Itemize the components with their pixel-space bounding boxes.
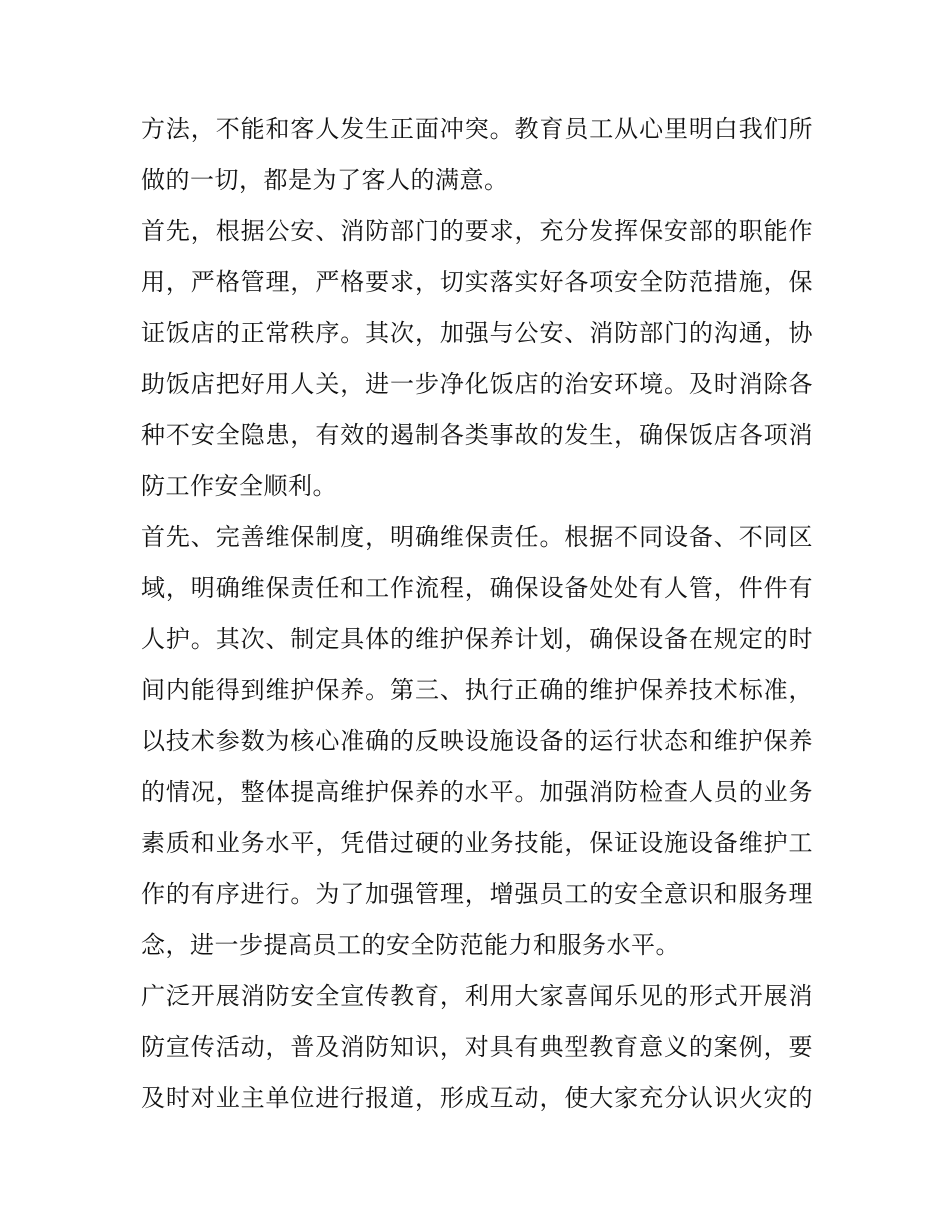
text-line: 域，明确维保责任和工作流程，确保设备处处有人管，件件有: [141, 574, 813, 602]
text-line: 方法，不能和客人发生正面冲突。教育员工从心里明白我们所: [141, 115, 813, 143]
text-line: 广泛开展消防安全宣传教育，利用大家喜闻乐见的形式开展消: [141, 982, 813, 1010]
text-line: 证饭店的正常秩序。其次，加强与公安、消防部门的沟通，协: [141, 319, 813, 347]
text-line: 念，进一步提高员工的安全防范能力和服务水平。: [141, 931, 680, 959]
text-line: 以技术参数为核心准确的反映设施设备的运行状态和维护保养: [141, 727, 813, 755]
text-line: 助饭店把好用人关，进一步净化饭店的治安环境。及时消除各: [141, 370, 813, 398]
text-line: 间内能得到维护保养。第三、执行正确的维护保养技术标准，: [141, 676, 813, 704]
paragraph-3: [141, 512, 813, 971]
text-line: 首先，根据公安、消防部门的要求，充分发挥保安部的职能作: [141, 217, 813, 245]
text-line: 做的一切，都是为了客人的满意。: [141, 166, 509, 194]
text-line: 种不安全隐患，有效的遏制各类事故的发生，确保饭店各项消: [141, 421, 813, 449]
document-body: [141, 104, 813, 1124]
text-line: 防宣传活动，普及消防知识，对具有典型教育意义的案例，要: [141, 1033, 813, 1061]
text-line: 首先、完善维保制度，明确维保责任。根据不同设备、不同区: [141, 523, 813, 551]
paragraph-1: [141, 104, 813, 206]
text-line: 的情况，整体提高维护保养的水平。加强消防检查人员的业务: [141, 778, 813, 806]
paragraph-4: [141, 971, 813, 1124]
text-line: 防工作安全顺利。: [141, 472, 337, 500]
text-line: 用，严格管理，严格要求，切实落实好各项安全防范措施，保: [141, 268, 813, 296]
text-line: 素质和业务水平，凭借过硬的业务技能，保证设施设备维护工: [141, 829, 813, 857]
text-line: 作的有序进行。为了加强管理，增强员工的安全意识和服务理: [141, 880, 813, 908]
paragraph-2: [141, 206, 813, 512]
text-line: 人护。其次、制定具体的维护保养计划，确保设备在规定的时: [141, 625, 813, 653]
text-line: 及时对业主单位进行报道，形成互动，使大家充分认识火灾的: [141, 1084, 813, 1112]
